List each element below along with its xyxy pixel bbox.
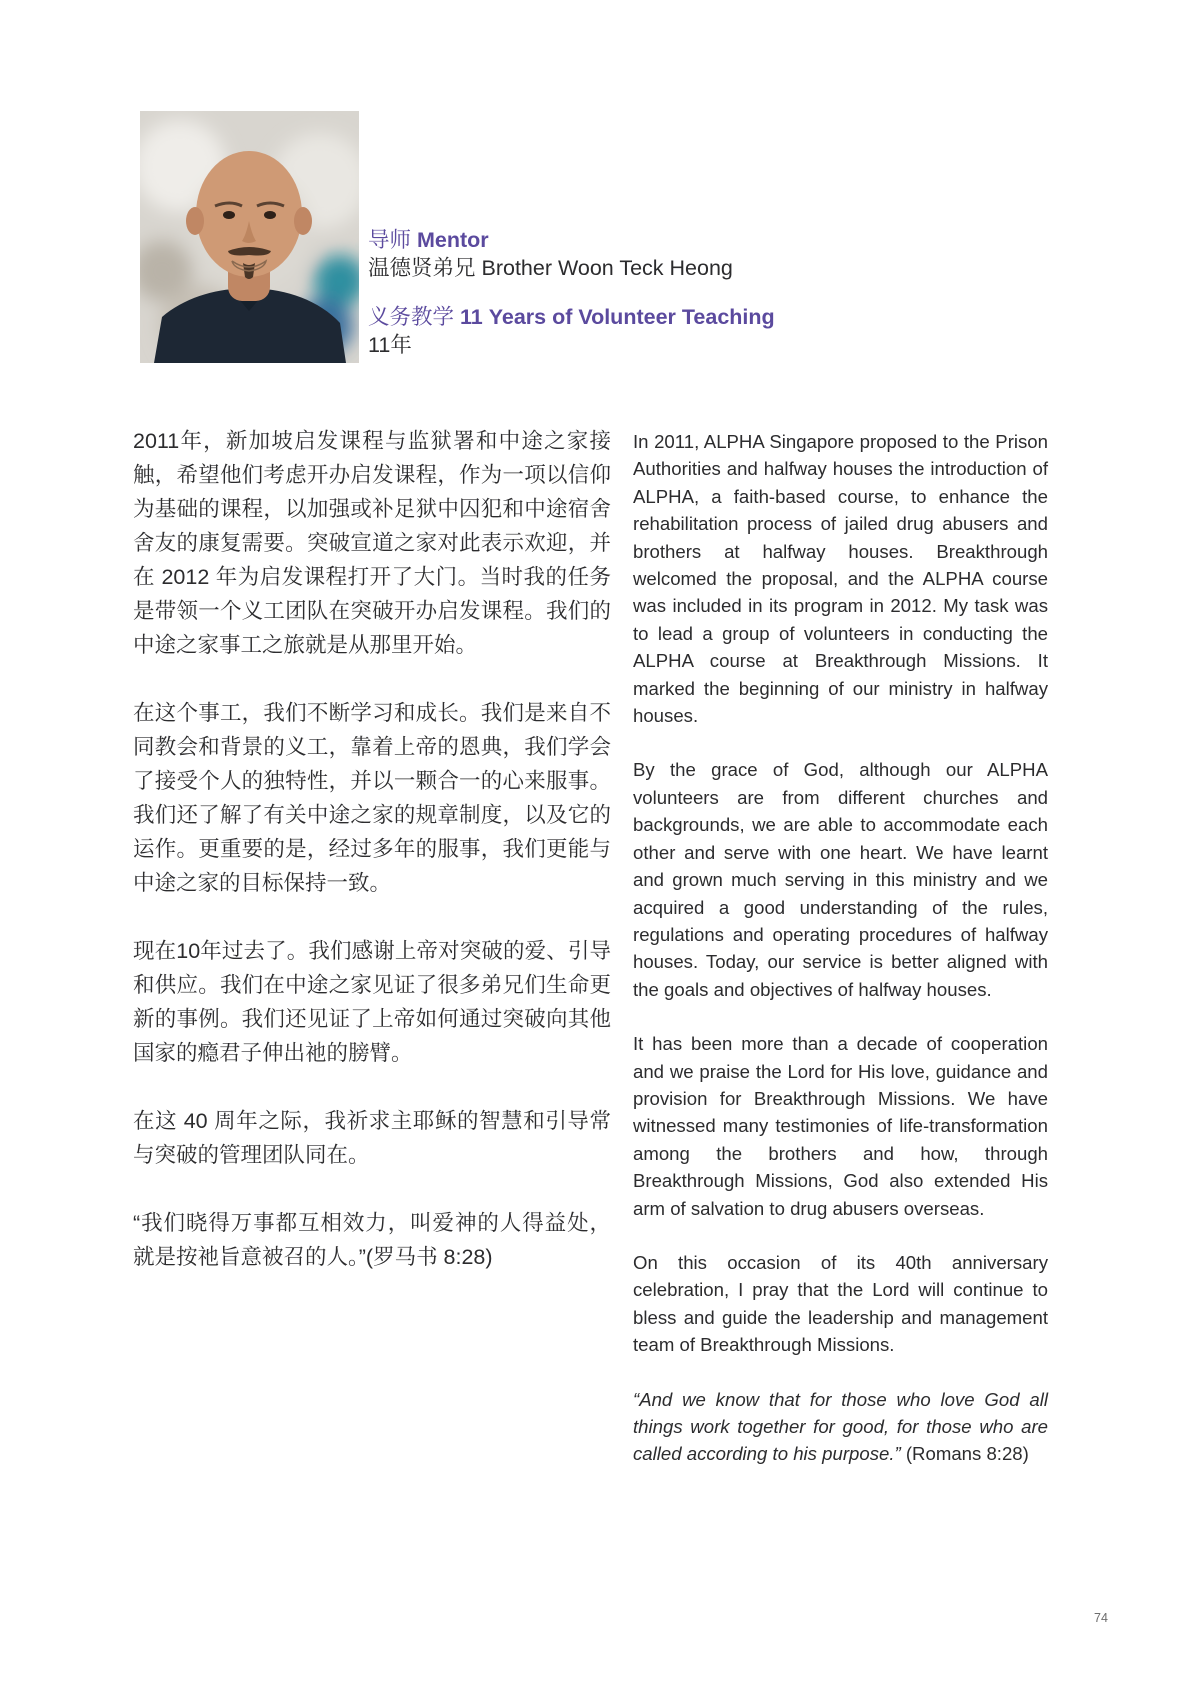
portrait-photo xyxy=(140,111,359,363)
name-zh: 温德贤弟兄 xyxy=(368,256,476,280)
name-en: Brother Woon Teck Heong xyxy=(481,256,733,280)
chinese-paragraph: 现在10年过去了。我们感谢上帝对突破的爱、引导和供应。我们在中途之家见证了很多弟兄们生命更新的事例。我们还见证了上帝如何通过突破向其他国家的瘾君子伸出祂的膀臂。 xyxy=(133,939,611,1065)
page-number: 74 xyxy=(1094,1611,1108,1625)
service-line xyxy=(368,303,775,331)
role-en: Mentor xyxy=(417,228,489,252)
english-paragraph: On this occasion of its 40th anniversary celebration, I pray that the Lord will continue to bless and guide the leadership and management team of Breakthrough Missions. xyxy=(633,1251,1048,1356)
english-quote xyxy=(633,1386,1048,1468)
english-column xyxy=(633,428,1048,1495)
profile-header xyxy=(368,226,775,359)
english-paragraph: In 2011, ALPHA Singapore proposed to the Prison Authorities and halfway houses the introduction of ALPHA, a faith-based course, to enhance the rehabilitation process of jailed drug abusers and brothers at halfway houses. Breakthrough welcomed the proposal, and the ALPHA course was included in its program in 2012. My task was to lead a group of volunteers in conducting the ALPHA course at Breakthrough Missions. It marked the beginning of our ministry in halfway houses. xyxy=(633,431,1048,727)
service-years: 11年 xyxy=(368,333,412,357)
service-zh: 义务教学 xyxy=(368,305,455,329)
english-quote-text: “And we know that for those who love God all things work together for good, for those who are called according to his purpose.” xyxy=(633,1388,1048,1465)
english-quote-reference: (Romans 8:28) xyxy=(900,1443,1029,1465)
name-line xyxy=(368,254,775,282)
role-zh: 导师 xyxy=(368,228,412,252)
chinese-paragraph: 在这 40 周年之际，我祈求主耶稣的智慧和引导常与突破的管理团队同在。 xyxy=(133,1109,611,1167)
service-en: 11 Years of Volunteer Teaching xyxy=(460,305,775,329)
role-line xyxy=(368,226,775,254)
chinese-quote: “我们晓得万事都互相效力，叫爱神的人得益处，就是按祂旨意被召的人。”(罗马书 8:28) xyxy=(133,1211,611,1269)
chinese-column xyxy=(133,424,611,1308)
service-years-line xyxy=(368,331,775,359)
english-paragraph: By the grace of God, although our ALPHA volunteers are from different churches and backgrounds, we are able to accommodate each other and serve with one heart. We have learnt and grown much serving in this ministry and we acquired a good understanding of the rules, regulations and operating procedures of halfway houses. Today, our service is better aligned with the goals and objectives of halfway houses. xyxy=(633,759,1048,1000)
chinese-paragraph: 2011年，新加坡启发课程与监狱署和中途之家接触，希望他们考虑开办启发课程，作为一项以信仰为基础的课程，以加强或补足狱中囚犯和中途宿舍舍友的康复需要。突破宣道之家对此表示欢迎，并在 2012 年为启发课程打开了大门。当时我的任务是带领一个义工团队在突破开办启发课程。我们的中途之家事工之旅就是从那里开始。 xyxy=(133,429,611,657)
english-paragraph: It has been more than a decade of cooperation and we praise the Lord for His love, guidance and provision for Breakthrough Missions. We have witnessed many testimonies of life-transformation among the brothers and how, through Breakthrough Missions, God also extended His arm of salvation to drug abusers overseas. xyxy=(633,1033,1048,1219)
chinese-paragraph: 在这个事工，我们不断学习和成长。我们是来自不同教会和背景的义工，靠着上帝的恩典，我们学会了接受个人的独特性，并以一颗合一的心来服事。我们还了解了有关中途之家的规章制度，以及它的运作。更重要的是，经过多年的服事，我们更能与中途之家的目标保持一致。 xyxy=(133,701,611,895)
